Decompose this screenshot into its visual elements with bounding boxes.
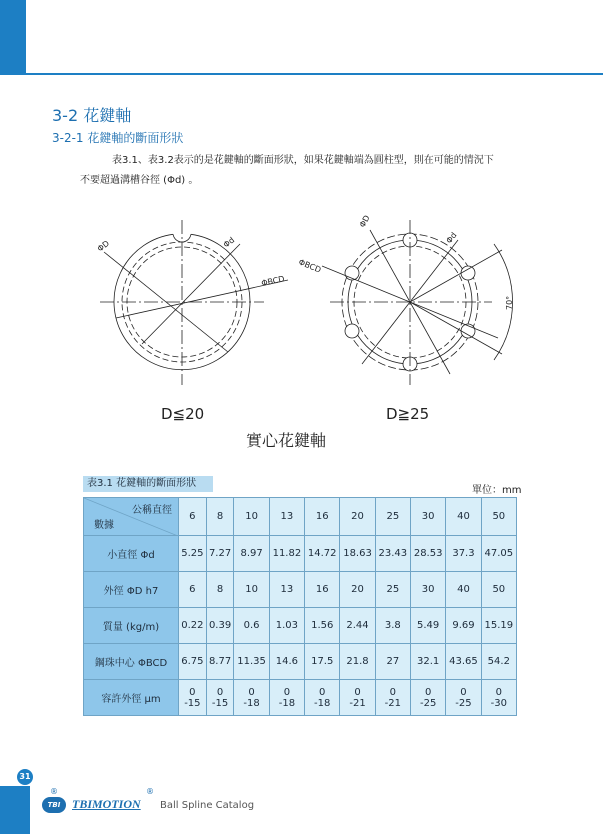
table-row [84, 644, 517, 680]
table-cell: 13 [269, 572, 304, 608]
column-header: 10 [234, 498, 269, 536]
page-header [0, 0, 603, 75]
right-notch-2 [461, 266, 475, 280]
table-cell: 43.65 [446, 644, 481, 680]
right-label-angle: 70° [505, 295, 514, 310]
table-unit: 單位：mm [472, 485, 522, 496]
column-header: 50 [481, 498, 516, 536]
logo-text: TBIMOTION [72, 797, 141, 811]
table-cell: 15.19 [481, 608, 516, 644]
tolerance-upper: 0 [424, 686, 432, 698]
tolerance-upper: 0 [248, 686, 255, 698]
table-cell: 25 [375, 572, 410, 608]
table-cell: 0.6 [234, 608, 269, 644]
right-label-d: Φd [444, 230, 459, 246]
column-header: 25 [375, 498, 410, 536]
table-cell [375, 680, 410, 716]
logo-badge: TBI [42, 797, 66, 813]
left-label-bcd: ΦBCD [260, 274, 286, 288]
header-accent [0, 0, 26, 75]
table-cell: 11.35 [234, 644, 269, 680]
footer-accent [0, 786, 30, 834]
table-row [84, 608, 517, 644]
table-cell: 17.5 [305, 644, 340, 680]
column-header: 30 [411, 498, 446, 536]
tolerance-upper: 0 [319, 686, 326, 698]
logo-registered-mark-1: ® [50, 787, 58, 796]
tolerance-lower: -18 [278, 697, 296, 709]
table-cell [411, 680, 446, 716]
table-cell: 14.6 [269, 644, 304, 680]
right-angle-ray-1 [410, 250, 502, 302]
row-label: 外徑 ΦD h7 [84, 572, 179, 608]
table-header-row [84, 498, 517, 536]
table-cell: 0.22 [179, 608, 207, 644]
table-cell [269, 680, 304, 716]
table-cell: 8 [206, 572, 234, 608]
right-notch-5 [345, 324, 359, 338]
tolerance-lower: -25 [419, 697, 437, 709]
catalog-name: Ball Spline Catalog [160, 800, 255, 811]
tolerance-lower: -18 [314, 697, 331, 709]
table-cell: 0.39 [206, 608, 234, 644]
tolerance-upper: 0 [216, 686, 224, 698]
corner-bottom-label: 數據 [94, 520, 114, 531]
tolerance-lower: -30 [490, 697, 507, 709]
tolerance-upper: 0 [495, 686, 502, 698]
row-label: 小直徑 Φd [84, 536, 179, 572]
table-cell [305, 680, 340, 716]
tolerance-lower: -21 [349, 697, 366, 709]
column-header: 40 [446, 498, 481, 536]
tolerance-lower: -21 [384, 697, 402, 709]
column-header: 16 [305, 498, 340, 536]
header-divider [26, 73, 603, 75]
table-cell [234, 680, 269, 716]
table-cell [481, 680, 516, 716]
table-cell: 28.53 [411, 536, 446, 572]
table-cell: 54.2 [481, 644, 516, 680]
spline-shaft-table [83, 497, 517, 716]
caption-d-ge-25: D≧25 [386, 405, 430, 423]
tolerance-lower: -15 [184, 697, 201, 709]
table-cell [179, 680, 207, 716]
table-cell: 47.05 [481, 536, 516, 572]
table-cell: 18.63 [340, 536, 375, 572]
tolerance-lower: -25 [455, 697, 472, 709]
tbimotion-logo [42, 787, 154, 817]
paragraph-line-2: 不要超過溝槽谷徑 (Φd) 。 [80, 175, 199, 186]
table-cell: 50 [481, 572, 516, 608]
table-cell: 8.97 [234, 536, 269, 572]
tolerance-upper: 0 [389, 686, 397, 698]
table-row [84, 572, 517, 608]
table-row-tolerance [84, 680, 517, 716]
left-label-d: Φd [221, 235, 237, 250]
table-cell: 20 [340, 572, 375, 608]
right-angle-ray-2 [410, 302, 502, 354]
corner-top-label: 公稱直徑 [132, 505, 172, 516]
paragraph-line-1: 表3.1、表3.2表示的是花鍵軸的斷面形狀，如果花鍵軸端為圓柱型，則在可能的情況下 [112, 155, 494, 166]
tolerance-upper: 0 [460, 686, 467, 698]
section-title: 3-2 花鍵軸 [52, 106, 132, 125]
table-cell: 10 [234, 572, 269, 608]
column-header: 13 [269, 498, 304, 536]
row-label: 質量 (kg/m) [84, 608, 179, 644]
table-cell: 7.27 [206, 536, 234, 572]
table-cell: 3.8 [375, 608, 410, 644]
table-cell: 2.44 [340, 608, 375, 644]
table-cell: 1.03 [269, 608, 304, 644]
left-cross-section [100, 220, 288, 385]
right-cross-section [322, 220, 513, 385]
table-cell: 5.25 [179, 536, 207, 572]
section-subtitle: 3-2-1 花鍵軸的斷面形狀 [52, 131, 184, 145]
right-label-bcd: ΦBCD [297, 257, 323, 275]
tolerance-lower: -15 [211, 697, 229, 709]
table-cell: 14.72 [305, 536, 340, 572]
table-cell [340, 680, 375, 716]
table-cell: 23.43 [375, 536, 410, 572]
table-cell: 6.75 [179, 644, 207, 680]
table-cell: 32.1 [411, 644, 446, 680]
table-cell: 11.82 [269, 536, 304, 572]
tolerance-upper: 0 [283, 686, 291, 698]
row-label: 容許外徑 μm [84, 680, 179, 716]
logo-registered-mark-2: ® [146, 787, 154, 796]
table-cell [206, 680, 234, 716]
table-cell: 16 [305, 572, 340, 608]
page-number: 31 [17, 769, 33, 785]
table-cell: 1.56 [305, 608, 340, 644]
table-cell: 5.49 [411, 608, 446, 644]
column-header: 20 [340, 498, 375, 536]
caption-d-le-20: D≦20 [161, 405, 205, 423]
right-label-D: ΦD [357, 213, 372, 229]
table-cell: 8.77 [206, 644, 234, 680]
table-cell: 6 [179, 572, 207, 608]
tolerance-upper: 0 [189, 686, 196, 698]
table-cell: 21.8 [340, 644, 375, 680]
left-label-D: ΦD [95, 238, 112, 254]
column-header: 8 [206, 498, 234, 536]
row-label: 鋼珠中心 ΦBCD [84, 644, 179, 680]
table-cell: 9.69 [446, 608, 481, 644]
cross-section-diagram [0, 200, 603, 400]
column-header: 6 [179, 498, 207, 536]
table-cell [446, 680, 481, 716]
tolerance-lower: -18 [243, 697, 260, 709]
table-cell: 30 [411, 572, 446, 608]
table-cell: 37.3 [446, 536, 481, 572]
caption-solid-spline-shaft: 實心花鍵軸 [246, 431, 327, 450]
corner-cell [84, 498, 179, 536]
table-caption: 表3.1 花鍵軸的斷面形狀 [83, 476, 213, 492]
intro-paragraph [80, 151, 560, 191]
table-cell: 40 [446, 572, 481, 608]
table-row [84, 536, 517, 572]
tolerance-upper: 0 [354, 686, 361, 698]
table-cell: 27 [375, 644, 410, 680]
